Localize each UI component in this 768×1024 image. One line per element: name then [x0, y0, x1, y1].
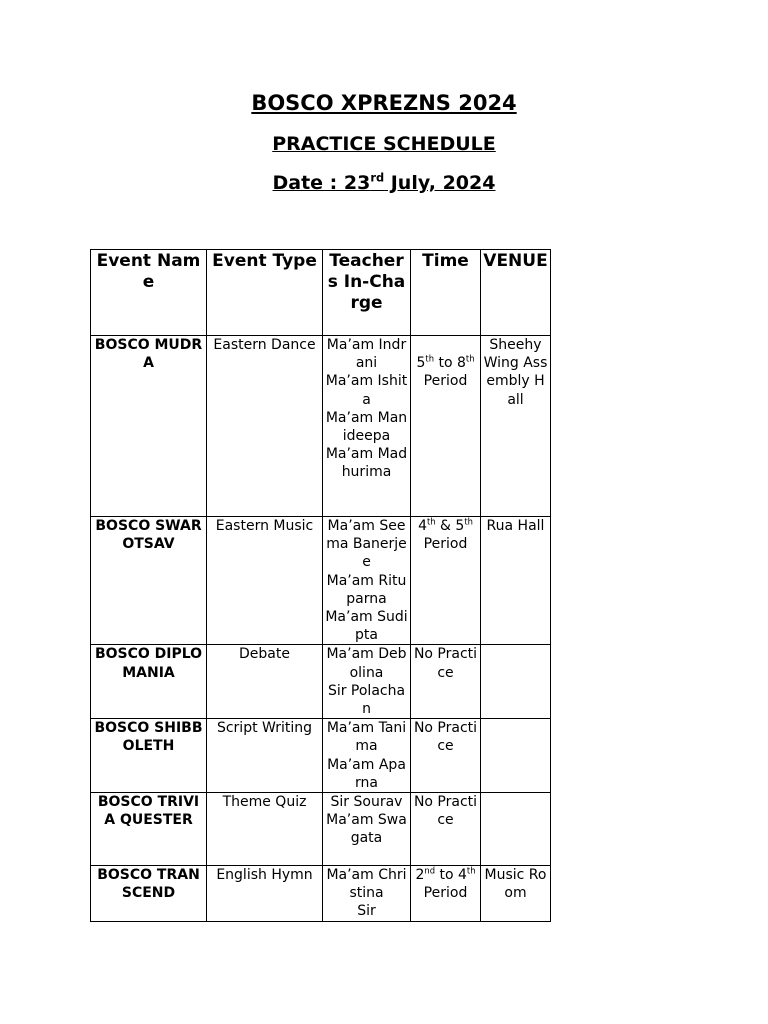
venue-cell: Rua Hall [481, 517, 551, 645]
table-row [91, 793, 551, 866]
teacher-name: Sir Polachan [327, 682, 406, 718]
practice-schedule-table [90, 249, 551, 922]
teacher-name: Ma’am Indrani [326, 337, 407, 372]
time-end-ordinal: th [464, 516, 473, 527]
date-prefix: Date : 23 [272, 172, 371, 194]
document-subtitle: PRACTICE SCHEDULE [272, 133, 496, 155]
teachers-cell [323, 645, 411, 719]
column-header-event-name: Event Name [91, 250, 207, 336]
event-type-cell: English Hymn [207, 866, 323, 922]
teacher-name: Ma’am Tanima [326, 720, 407, 755]
time-connector: to [434, 355, 457, 371]
teacher-name: Ma’am Rituparna [326, 572, 407, 607]
table-row [91, 719, 551, 793]
time-start: 2 [415, 867, 425, 884]
event-type-cell: Theme Quiz [207, 793, 323, 866]
event-name-cell: BOSCO MUDRA [91, 336, 207, 517]
event-type-cell: Eastern Dance [207, 336, 323, 517]
time-cell: No Practice [411, 719, 481, 793]
event-type-cell: Eastern Music [207, 517, 323, 645]
teacher-name: Ma’am Christina [326, 867, 407, 902]
event-name-cell: BOSCO SHIBBOLETH [91, 719, 207, 793]
event-type-cell: Script Writing [207, 719, 323, 793]
time-end-ordinal: th [465, 353, 475, 364]
teacher-name: Ma’am Swagata [326, 812, 407, 847]
venue-cell [481, 793, 551, 866]
teacher-name: Sir Sourav [330, 794, 403, 811]
teacher-name: Ma’am Debolina [326, 646, 407, 681]
teachers-cell [323, 866, 411, 922]
teacher-name: Ma’am Sudipta [325, 609, 408, 644]
teacher-name: Ma’am Aparna [327, 756, 406, 791]
column-header-event-type: Event Type [207, 250, 323, 336]
column-header-teachers: Teachers In-Charge [323, 250, 411, 336]
teachers-cell [323, 793, 411, 866]
time-cell [411, 866, 481, 922]
column-header-venue: VENUE [481, 250, 551, 336]
table-header-row [91, 250, 551, 336]
time-connector: to [435, 867, 458, 884]
time-connector: & [435, 518, 456, 534]
table-row [91, 517, 551, 645]
event-name-cell: BOSCO SWAROTSAV [91, 517, 207, 645]
time-cell [411, 336, 481, 517]
date-suffix: July, 2024 [384, 172, 496, 194]
time-start-ordinal: th [425, 353, 435, 364]
time-period: Period [423, 885, 468, 902]
table-row [91, 866, 551, 922]
date-ordinal-suffix: rd [370, 170, 385, 185]
time-end: 5 [455, 518, 465, 534]
time-cell: No Practice [411, 645, 481, 719]
teacher-name: Sir [357, 903, 376, 920]
document-title: BOSCO XPREZNS 2024 [251, 91, 517, 115]
table-row [91, 336, 551, 517]
teacher-name: Ma’am Seema Banerjee [326, 518, 407, 571]
time-end: 4 [458, 867, 467, 884]
teachers-cell [323, 517, 411, 645]
event-name-cell: BOSCO TRANSCEND [91, 866, 207, 922]
venue-cell [481, 719, 551, 793]
venue-cell: Music Room [481, 866, 551, 922]
event-name-cell: BOSCO TRIVIA QUESTER [91, 793, 207, 866]
time-start: 4 [418, 518, 427, 534]
time-period: Period [423, 536, 468, 553]
time-start-ordinal: nd [424, 865, 436, 876]
table-row [91, 645, 551, 719]
teacher-name: Ma’am Madhurima [325, 446, 408, 481]
teachers-cell [323, 719, 411, 793]
teacher-name: Ma’am Ishita [325, 373, 408, 408]
column-header-time: Time [411, 250, 481, 336]
event-name-cell: BOSCO DIPLOMANIA [91, 645, 207, 719]
venue-cell: Sheehy Wing Assembly Hall [481, 336, 551, 517]
document-date [0, 172, 768, 194]
teachers-cell [323, 336, 411, 517]
time-start-ordinal: th [426, 516, 436, 527]
venue-cell [481, 645, 551, 719]
time-end-ordinal: th [466, 865, 476, 876]
teacher-name: Ma’am Manideepa [325, 409, 408, 445]
time-start: 5 [416, 355, 426, 371]
time-cell [411, 517, 481, 645]
time-end: 8 [456, 355, 466, 371]
time-cell: No Practice [411, 793, 481, 866]
time-period: Period [423, 373, 468, 390]
event-type-cell: Debate [207, 645, 323, 719]
